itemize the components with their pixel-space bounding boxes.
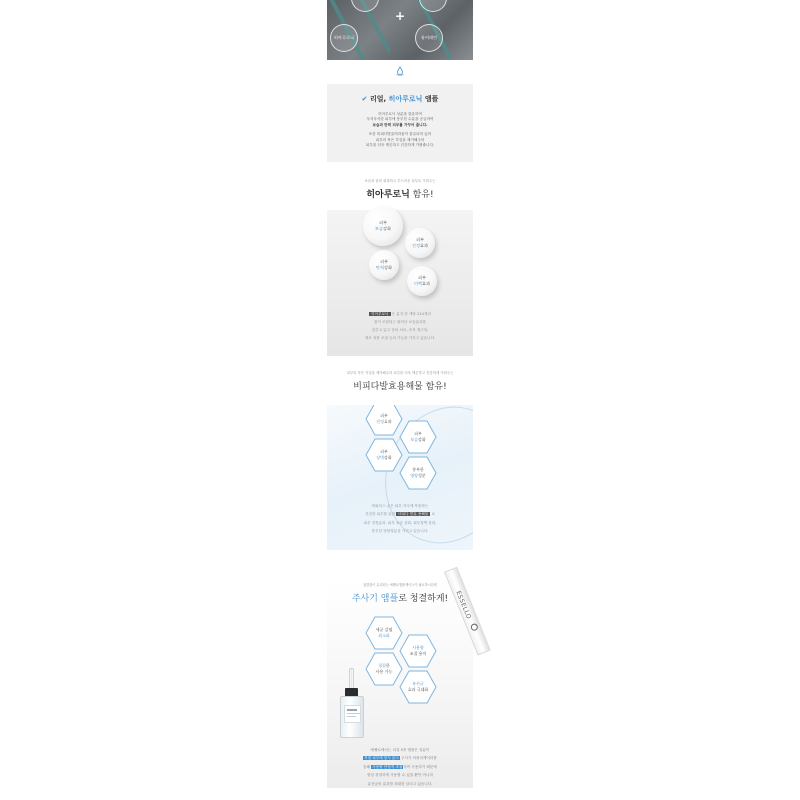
benefit-bubble: 피부 탄력강화 [369, 250, 399, 280]
water-drop-icon [395, 66, 405, 76]
hero-circle [351, 0, 379, 12]
plus-icon: + [395, 9, 406, 23]
intro-paragraph: 히아루로닉 성분을 함유하여 푸석푸석한 피부에 풍부한 수분을 공급하여 보습과 탄력 피부를 가꾸어 줍니다. [366, 112, 434, 127]
benefit-bubble: 피부 미백효과 [407, 266, 437, 296]
hyaluronic-description: 히아루로닉 은 분자 한 개당 214개의 물이 포함되는 뛰어난 보습효과를 갖추고 있고 상처 치료, 조직 재구성, 세포 성장 조절 등의 기능을 가지고 있습니다. [364, 312, 436, 340]
brand-logo: ESSELLO [454, 589, 473, 621]
benefit-hexagon: 사용량 조절 용이 [399, 634, 437, 668]
benefit-bubble: 피부 보습강화 [363, 206, 403, 246]
check-icon: ✔ [361, 95, 368, 103]
benefit-bubble: 피부 진정효과 [405, 228, 435, 258]
bifida-heading: 피부의 묵은 각질을 제거해주어 피부를 더욱 깨끗하고 건강하게 가꿔주는 비피다발효용해물 함유! [346, 371, 454, 392]
intro-panel [327, 84, 473, 162]
bottle-label [344, 705, 361, 723]
syringe-heading: 청결함이 유지되는 에쎌로앰플케이스가 필요하시다면 주사기 앰플로 청결하게! [351, 583, 449, 604]
hero-photo [327, 0, 473, 60]
hyaluronic-heading: 보습과 탄력 회복하고 부드러운 피부로 가꿔주는 히아루로닉 함유! [364, 179, 436, 200]
syringe-description: 에쎌로에서는 리얼 5종 앰플은 성분이 직접 피부에 닿지 않고 주사기 어플리케이터를 통해 사용량 안정적 조절하여 사용하기 때문에 항상 청결하게 사용할 수 있을 뿐만 아니라 유산균의 효과를 최대한 살리고 있습니다. [363, 748, 437, 786]
hero-circle: 히아루로닉 [330, 24, 358, 52]
benefit-hexagon: 피부 진정효과 [365, 405, 403, 436]
hero-circle: 뮤어테린 [415, 24, 443, 52]
bifida-panel [327, 405, 473, 550]
benefit-hexagon: 세균 감염 최소화 [365, 616, 403, 650]
ampoule-bottle [337, 668, 367, 738]
benefit-hexagon: 유산균 효과 극대화 [399, 670, 437, 704]
applicator-pen [444, 567, 491, 656]
benefit-hexagon: 풍부한 영양성분 [399, 456, 437, 490]
bifida-description: 비피더스 균은 피부 자극에 작용하는 건강한 피부를 위한 비피다 발효 용해물 로 피부 진정효과, 피부 보습 강화, 피부장벽 강화, 풍부한 영양성분을 가지고 있습니다. [363, 504, 437, 534]
intro-paragraph: 또한 비피다발효여과물이 함유되어 있어 피부의 묵은 각질을 제거해주어 피부를 더욱 깨끗하고 건강하게 가꿔줍니다. [365, 132, 435, 148]
benefit-hexagon: 청결한 사용 가능 [365, 652, 403, 686]
benefit-hexagon: 피부 보습강화 [399, 420, 437, 454]
logo-circle-icon [470, 623, 479, 632]
hyaluronic-panel [327, 210, 473, 356]
syringe-panel [327, 578, 473, 788]
benefit-hexagon: 피부 장벽강화 [365, 438, 403, 472]
intro-title: ✔ 리얼, 히아루로닉 앰플 [361, 95, 439, 103]
